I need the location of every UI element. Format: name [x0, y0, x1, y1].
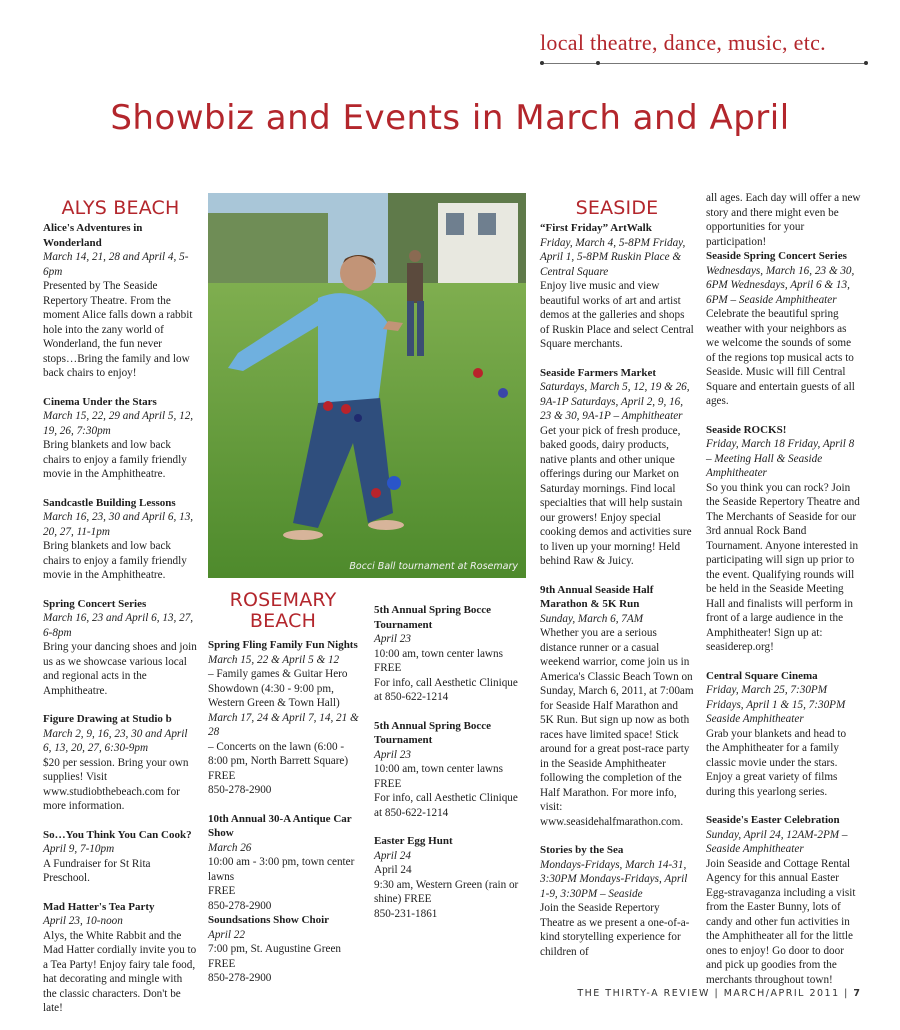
event-dates: March 16, 23, 30 and April 6, 13, 20, 27, 11-1pm [43, 511, 194, 538]
event-info: For info, call Aesthetic Clinique at 850-622-1214 [374, 676, 518, 703]
section-heading: SEASIDE [575, 197, 659, 219]
event-description: Join Seaside and Cottage Rental Agency for this annual Easter Egg-stravaganza including a visit from the Easter Bunny, lots of candy and other fun activities in the Amphitheater all for the little ones to enjoy! Go door to door and pick up goodies from the merchants throughout town! [706, 857, 856, 986]
seaside-column [540, 198, 694, 973]
event [43, 597, 198, 699]
event [540, 583, 694, 830]
event-title: 5th Annual Spring Bocce Tournament [374, 604, 492, 631]
event [374, 603, 526, 705]
section-heading: ALYS BEACH [61, 197, 180, 219]
event-title: Spring Fling Family Fun Nights [208, 639, 358, 651]
event-title: 9th Annual Seaside Half Marathon & 5K Run [540, 583, 654, 610]
event-description: A Fundraiser for St Rita Preschool. [43, 857, 151, 884]
event [43, 828, 198, 886]
event-description-2: – Concerts on the lawn (6:00 - 8:00 pm, North Barrett Square) [208, 740, 349, 767]
event-dates: Wednesdays, March 16, 23 & 30, 6PM Wednesdays, April 6 & 13, 6PM – Seaside Amphitheater [706, 264, 855, 306]
event-dates: March 15, 22, 29 and April 5, 12, 19, 26, 7:30pm [43, 410, 194, 437]
event [208, 638, 363, 798]
event [43, 395, 198, 482]
event-description: 10:00 am, town center lawns [374, 647, 503, 660]
event-description: Bring blankets and low back chairs to enjoy a family friendly movie in the Amphitheatre. [43, 540, 187, 581]
event-title: 10th Annual 30-A Antique Car Show [208, 812, 352, 839]
event-dates: Friday, March 18 Friday, April 8 – Meeting Hall & Seaside Amphitheater [706, 438, 855, 479]
event-title: “First Friday” ArtWalk [540, 222, 652, 234]
event-title: Figure Drawing at Studio b [43, 713, 172, 725]
event-dates: April 9, 7-10pm [43, 843, 115, 855]
event-title: Sandcastle Building Lessons [43, 496, 176, 509]
event [706, 423, 861, 655]
event-description: Enjoy live music and view beautiful works of art and artist demos at the galleries and shops of Ruskin Place and select Central Square merchants. [540, 280, 694, 350]
photo-caption: Bocci Ball tournament at Rosemary [349, 561, 518, 572]
bocce-photo [208, 193, 526, 578]
alys-beach-column [43, 198, 198, 1030]
event-description: – Family games & Guitar Hero Showdown (4:30 - 9:00 pm, Western Green & Town Hall) [208, 668, 348, 709]
event-dates: March 15, 22 & April 5 & 12 [208, 653, 340, 666]
event-info: For info, call Aesthetic Clinique at 850-622-1214 [374, 792, 518, 819]
event-dates: March 26 [208, 841, 252, 854]
event-dates: March 2, 9, 16, 23, 30 and April 6, 13, 20, 27, 6:30-9pm [43, 727, 188, 754]
event-phone: 850-231-1861 [374, 907, 438, 920]
event-description: Celebrate the beautiful spring weather with your neighbors as we welcome the sounds of some of the regions top musical acts to Seaside. Music will fill Central Square and entertain guests of all ages. [706, 308, 855, 407]
event [43, 900, 198, 1016]
event [43, 496, 198, 583]
event-description: 7:00 pm, St. Augustine Green [208, 943, 341, 955]
photo-illustration [208, 193, 526, 578]
event-price: FREE [374, 777, 402, 790]
event-title: Seaside ROCKS! [706, 423, 787, 436]
event [540, 843, 694, 959]
event-description: So you think you can rock? Join the Seaside Repertory Theatre and The Merchants of Seaside for our 3rd annual Rock Band Tournament. Anyone interested in participating will sign up prior to the event. Qualifying rounds will be held in the Seaside Meeting Hall and finalists will perform in front of a large audience in the Amphitheater! Sign up at: seasiderep.org! [706, 481, 860, 653]
event [706, 669, 861, 800]
event-description: April 24 [374, 864, 412, 876]
event-description: Get your pick of fresh produce, baked goods, dairy products, native plants and other unique offerings during our Market on Saturday mornings. Find local specialties that will help sustain our growers! Enjoy special cooking demos and activities sure to liven up your morning! Held behind Raw & Juicy. [540, 424, 692, 567]
event-title: Cinema Under the Stars [43, 395, 157, 408]
event-phone: 850-278-2900 [208, 784, 272, 796]
event-description: Presented by The Seaside Repertory Theatre. From the moment Alice falls down a rabbit hole into the zany world of Wonderland, the fun never stops…Bring the family and low back chairs to enjoy! [43, 280, 193, 379]
event-title: Stories by the Sea [540, 844, 624, 856]
event-description: Bring blankets and low back chairs to enjoy a family friendly movie in the Amphitheatre. [43, 439, 187, 480]
event-phone: 850-278-2900 [208, 899, 272, 912]
event-title: Seaside Spring Concert Series [706, 250, 847, 262]
event-description: 10:00 am - 3:00 pm, town center lawns [208, 856, 355, 883]
event-dates: April 23 [374, 748, 411, 761]
event-dates: Saturdays, March 5, 12, 19 & 26, 9A-1P Saturdays, April 2, 9, 16, 23 & 30, 9A-1P – Amphitheater [540, 381, 690, 422]
event-title: Soundsations Show Choir [208, 914, 330, 926]
event-price: FREE [208, 885, 236, 897]
event-title: So…You Think You Can Cook? [43, 828, 192, 841]
event-dates: April 23, 10-noon [43, 915, 123, 927]
event-description: Grab your blankets and head to the Amphitheater for a family classic movie under the stars. Enjoy a great variety of films during this yearlong series. [706, 727, 847, 798]
event-title: Central Square Cinema [706, 669, 818, 682]
event-dates: April 24 [374, 849, 411, 862]
event [208, 913, 363, 986]
event [706, 813, 861, 987]
event-dates: April 22 [208, 928, 245, 941]
event-dates: March 16, 23 and April 6, 13, 27, 6-8pm [43, 612, 194, 639]
continued-text: all ages. Each day will offer a new story and there might even be opportunities for your participation! [706, 192, 861, 248]
event-dates: April 23 [374, 633, 411, 645]
event-description: Whether you are a serious distance runner or a casual weekend warrior, come join us in America's Classic Beach Town on Sunday, March 6, 2011, at 7:00am for Seaside Half Marathon and 5K Run. But sign up now as both races have limited space! Stick around for a great post-race party in the Seaside Amphitheater following the completion of the Half Marathon. For more info, visit: www.seasidehalfmarathon.com. [540, 627, 694, 828]
section-tag: local theatre, dance, music, etc. [540, 30, 826, 55]
rosemary-beach-column [208, 590, 363, 1000]
event-title: Easter Egg Hunt [374, 835, 453, 847]
event-dates: Friday, March 4, 5-8PM Friday, April 1, 5-8PM Ruskin Place & Central Square [540, 236, 686, 278]
page-title: Showbiz and Events in March and April [110, 98, 790, 138]
event-description: $20 per session. Bring your own supplies! Visit www.studiobthebeach.com for more information. [43, 756, 189, 812]
event-description: 10:00 am, town center lawns [374, 763, 503, 775]
event-title: 5th Annual Spring Bocce Tournament [374, 719, 492, 746]
event-title: Seaside Farmers Market [540, 366, 657, 379]
event-dates-2: March 17, 24 & April 7, 14, 21 & 28 [208, 711, 359, 738]
publication-name: THE THIRTY-A REVIEW | MARCH/APRIL 2011 | [577, 988, 849, 999]
event-title: Seaside's Easter Celebration [706, 814, 840, 826]
page-number: 7 [853, 988, 860, 999]
event [374, 834, 526, 921]
event-description: Join the Seaside Repertory Theatre as we present a one-of-a-kind storytelling experience for children of [540, 902, 690, 958]
event-dates: March 14, 21, 28 and April 4, 5-6pm [43, 251, 189, 278]
page-footer [560, 988, 860, 999]
event-description: Alys, the White Rabbit and the Mad Hatter cordially invite you to a Tea Party! Enjoy fairy tale food, hat decorating and mingle with the classic characters. Don't be late! [43, 929, 197, 1014]
event-dates: Friday, March 25, 7:30PM Fridays, April 1 & 15, 7:30PM Seaside Amphitheater [706, 684, 846, 725]
rule-dot [864, 61, 868, 65]
rule-dot [596, 61, 600, 65]
event-title: Spring Concert Series [43, 597, 147, 610]
rule-dot [540, 61, 544, 65]
event-title: Alice's Adventures in Wonderland [43, 222, 143, 249]
event [706, 249, 861, 409]
header-rule [540, 63, 866, 64]
event [43, 221, 198, 381]
section-heading: ROSEMARY BEACH [229, 589, 337, 632]
event-description-2: 9:30 am, Western Green (rain or shine) FREE [374, 878, 519, 905]
event-dates: Sunday, April 24, 12AM-2PM – Seaside Amphitheater [706, 828, 848, 855]
event [43, 712, 198, 814]
seaside-column-continued [706, 191, 861, 1001]
event-price: FREE [208, 769, 236, 782]
event [208, 812, 363, 914]
event [374, 719, 526, 821]
event [540, 366, 694, 569]
rosemary-beach-column-continued [374, 603, 526, 935]
event-dates: Sunday, March 6, 7AM [540, 612, 644, 625]
event-price: FREE [374, 662, 402, 674]
event-description: Bring your dancing shoes and join us as we showcase various local and regional acts in the Amphitheatre. [43, 641, 197, 697]
event [540, 221, 694, 352]
event-price: FREE [208, 957, 236, 970]
event-dates: Mondays-Fridays, March 14-31, 3:30PM Mondays-Fridays, April 1-9, 3:30PM – Seaside [540, 858, 688, 900]
event-title: Mad Hatter's Tea Party [43, 900, 155, 913]
event-phone: 850-278-2900 [208, 972, 272, 984]
